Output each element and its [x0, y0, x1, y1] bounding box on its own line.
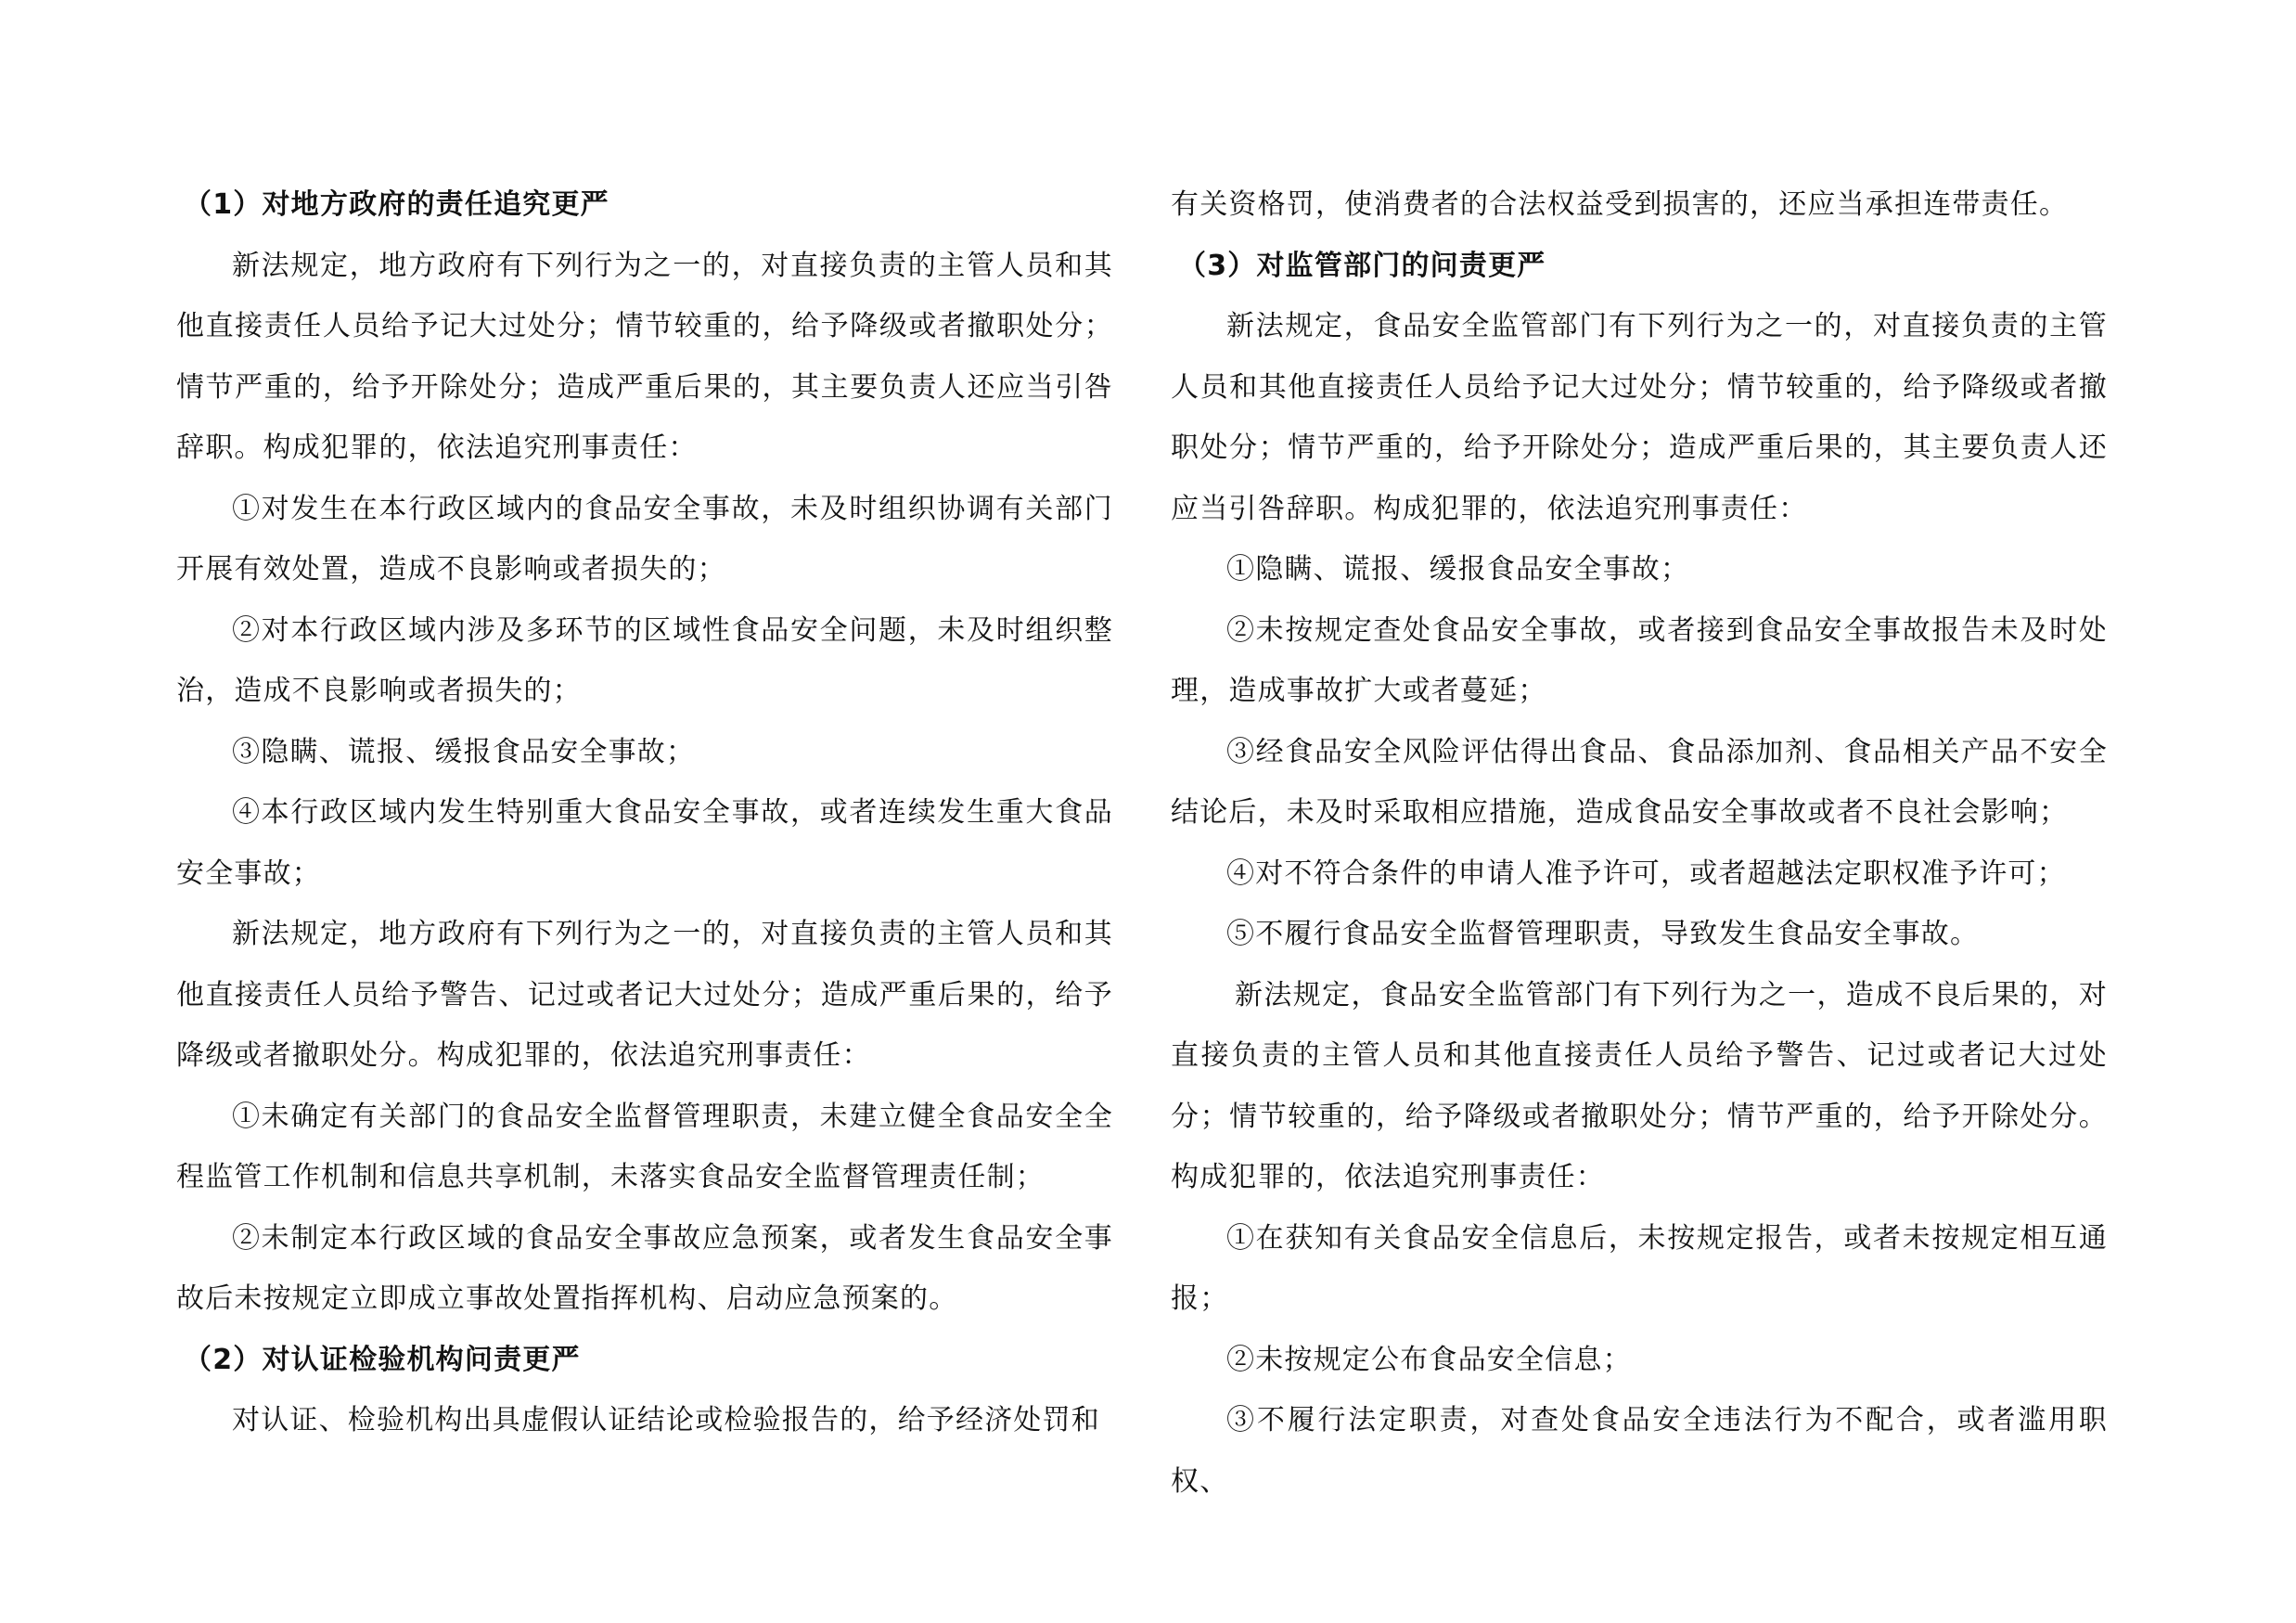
section-heading-3: （3）对监管部门的问责更严 — [1178, 249, 1546, 282]
section-heading-2: （2）对认证检验机构问责更严 — [184, 1343, 581, 1376]
paragraph: 新法规定，地方政府有下列行为之一的，对直接负责的主管人员和其他直接责任人员给予警告、记过或者记大过处分；造成严重后果的，给予降级或者撤职处分。构成犯罪的，依法追究刑事责任： — [176, 918, 1113, 1072]
paragraph-continuation: 有关资格罚，使消费者的合法权益受到损害的，还应当承担连带责任。 — [1171, 188, 2069, 221]
paragraph: 新法规定，食品安全监管部门有下列行为之一的，对直接负责的主管人员和其他直接责任人员给予记大过处分；情节较重的，给予降级或者撤职处分；情节严重的，给予开除处分；造成严重后果的，其主要负责人还应当引咎辞职。构成犯罪的，依法追究刑事责任： — [1171, 310, 2108, 525]
list-item: ②未按规定公布食品安全信息； — [1226, 1343, 1632, 1376]
list-item: ①在获知有关食品安全信息后，未按规定报告，或者未按规定相互通报； — [1171, 1221, 2108, 1315]
paragraph: 对认证、检验机构出具虚假认证结论或检验报告的，给予经济处罚和 — [232, 1404, 1100, 1436]
list-item: ④对不符合条件的申请人准予许可，或者超越法定职权准予许可； — [1226, 857, 2066, 890]
list-item: ①隐瞒、谎报、缓报食品安全事故； — [1226, 553, 1690, 586]
paragraph: 新法规定，地方政府有下列行为之一的，对直接负责的主管人员和其他直接责任人员给予记大过处分；情节较重的，给予降级或者撤职处分；情节严重的，给予开除处分；造成严重后果的，其主要负责人还应当引咎辞职。构成犯罪的，依法追究刑事责任： — [176, 249, 1113, 464]
list-item: ④本行政区域内发生特别重大食品安全事故，或者连续发生重大食品安全事故； — [176, 796, 1113, 890]
left-column — [176, 174, 1113, 1451]
list-item: ②对本行政区域内涉及多环节的区域性食品安全问题，未及时组织整治，造成不良影响或者损失的； — [176, 613, 1113, 707]
list-item: ③隐瞒、谎报、缓报食品安全事故； — [232, 735, 696, 768]
list-item: ③经食品安全风险评估得出食品、食品添加剂、食品相关产品不安全结论后，未及时采取相应措施，造成食品安全事故或者不良社会影响； — [1171, 735, 2108, 829]
paragraph: 新法规定，食品安全监管部门有下列行为之一，造成不良后果的，对直接负责的主管人员和其他直接责任人员给予警告、记过或者记大过处分；情节较重的，给予降级或者撤职处分；情节严重的，给予开除处分。构成犯罪的，依法追究刑事责任： — [1171, 978, 2108, 1193]
right-column — [1171, 174, 2108, 1512]
list-item: ③不履行法定职责，对查处食品安全违法行为不配合，或者滥用职权、 — [1171, 1404, 2108, 1498]
list-item: ⑤不履行食品安全监督管理职责，导致发生食品安全事故。 — [1226, 918, 1980, 950]
list-item: ②未制定本行政区域的食品安全事故应急预案，或者发生食品安全事故后未按规定立即成立事故处置指挥机构、启动应急预案的。 — [176, 1221, 1113, 1315]
list-item: ①对发生在本行政区域内的食品安全事故，未及时组织协调有关部门开展有效处置，造成不良影响或者损失的； — [176, 492, 1113, 586]
list-item: ②未按规定查处食品安全事故，或者接到食品安全事故报告未及时处理，造成事故扩大或者蔓延； — [1171, 613, 2108, 707]
list-item: ①未确定有关部门的食品安全监督管理职责，未建立健全食品安全全程监管工作机制和信息共享机制，未落实食品安全监督管理责任制； — [176, 1100, 1113, 1193]
section-heading-1: （1）对地方政府的责任追究更严 — [184, 188, 609, 221]
